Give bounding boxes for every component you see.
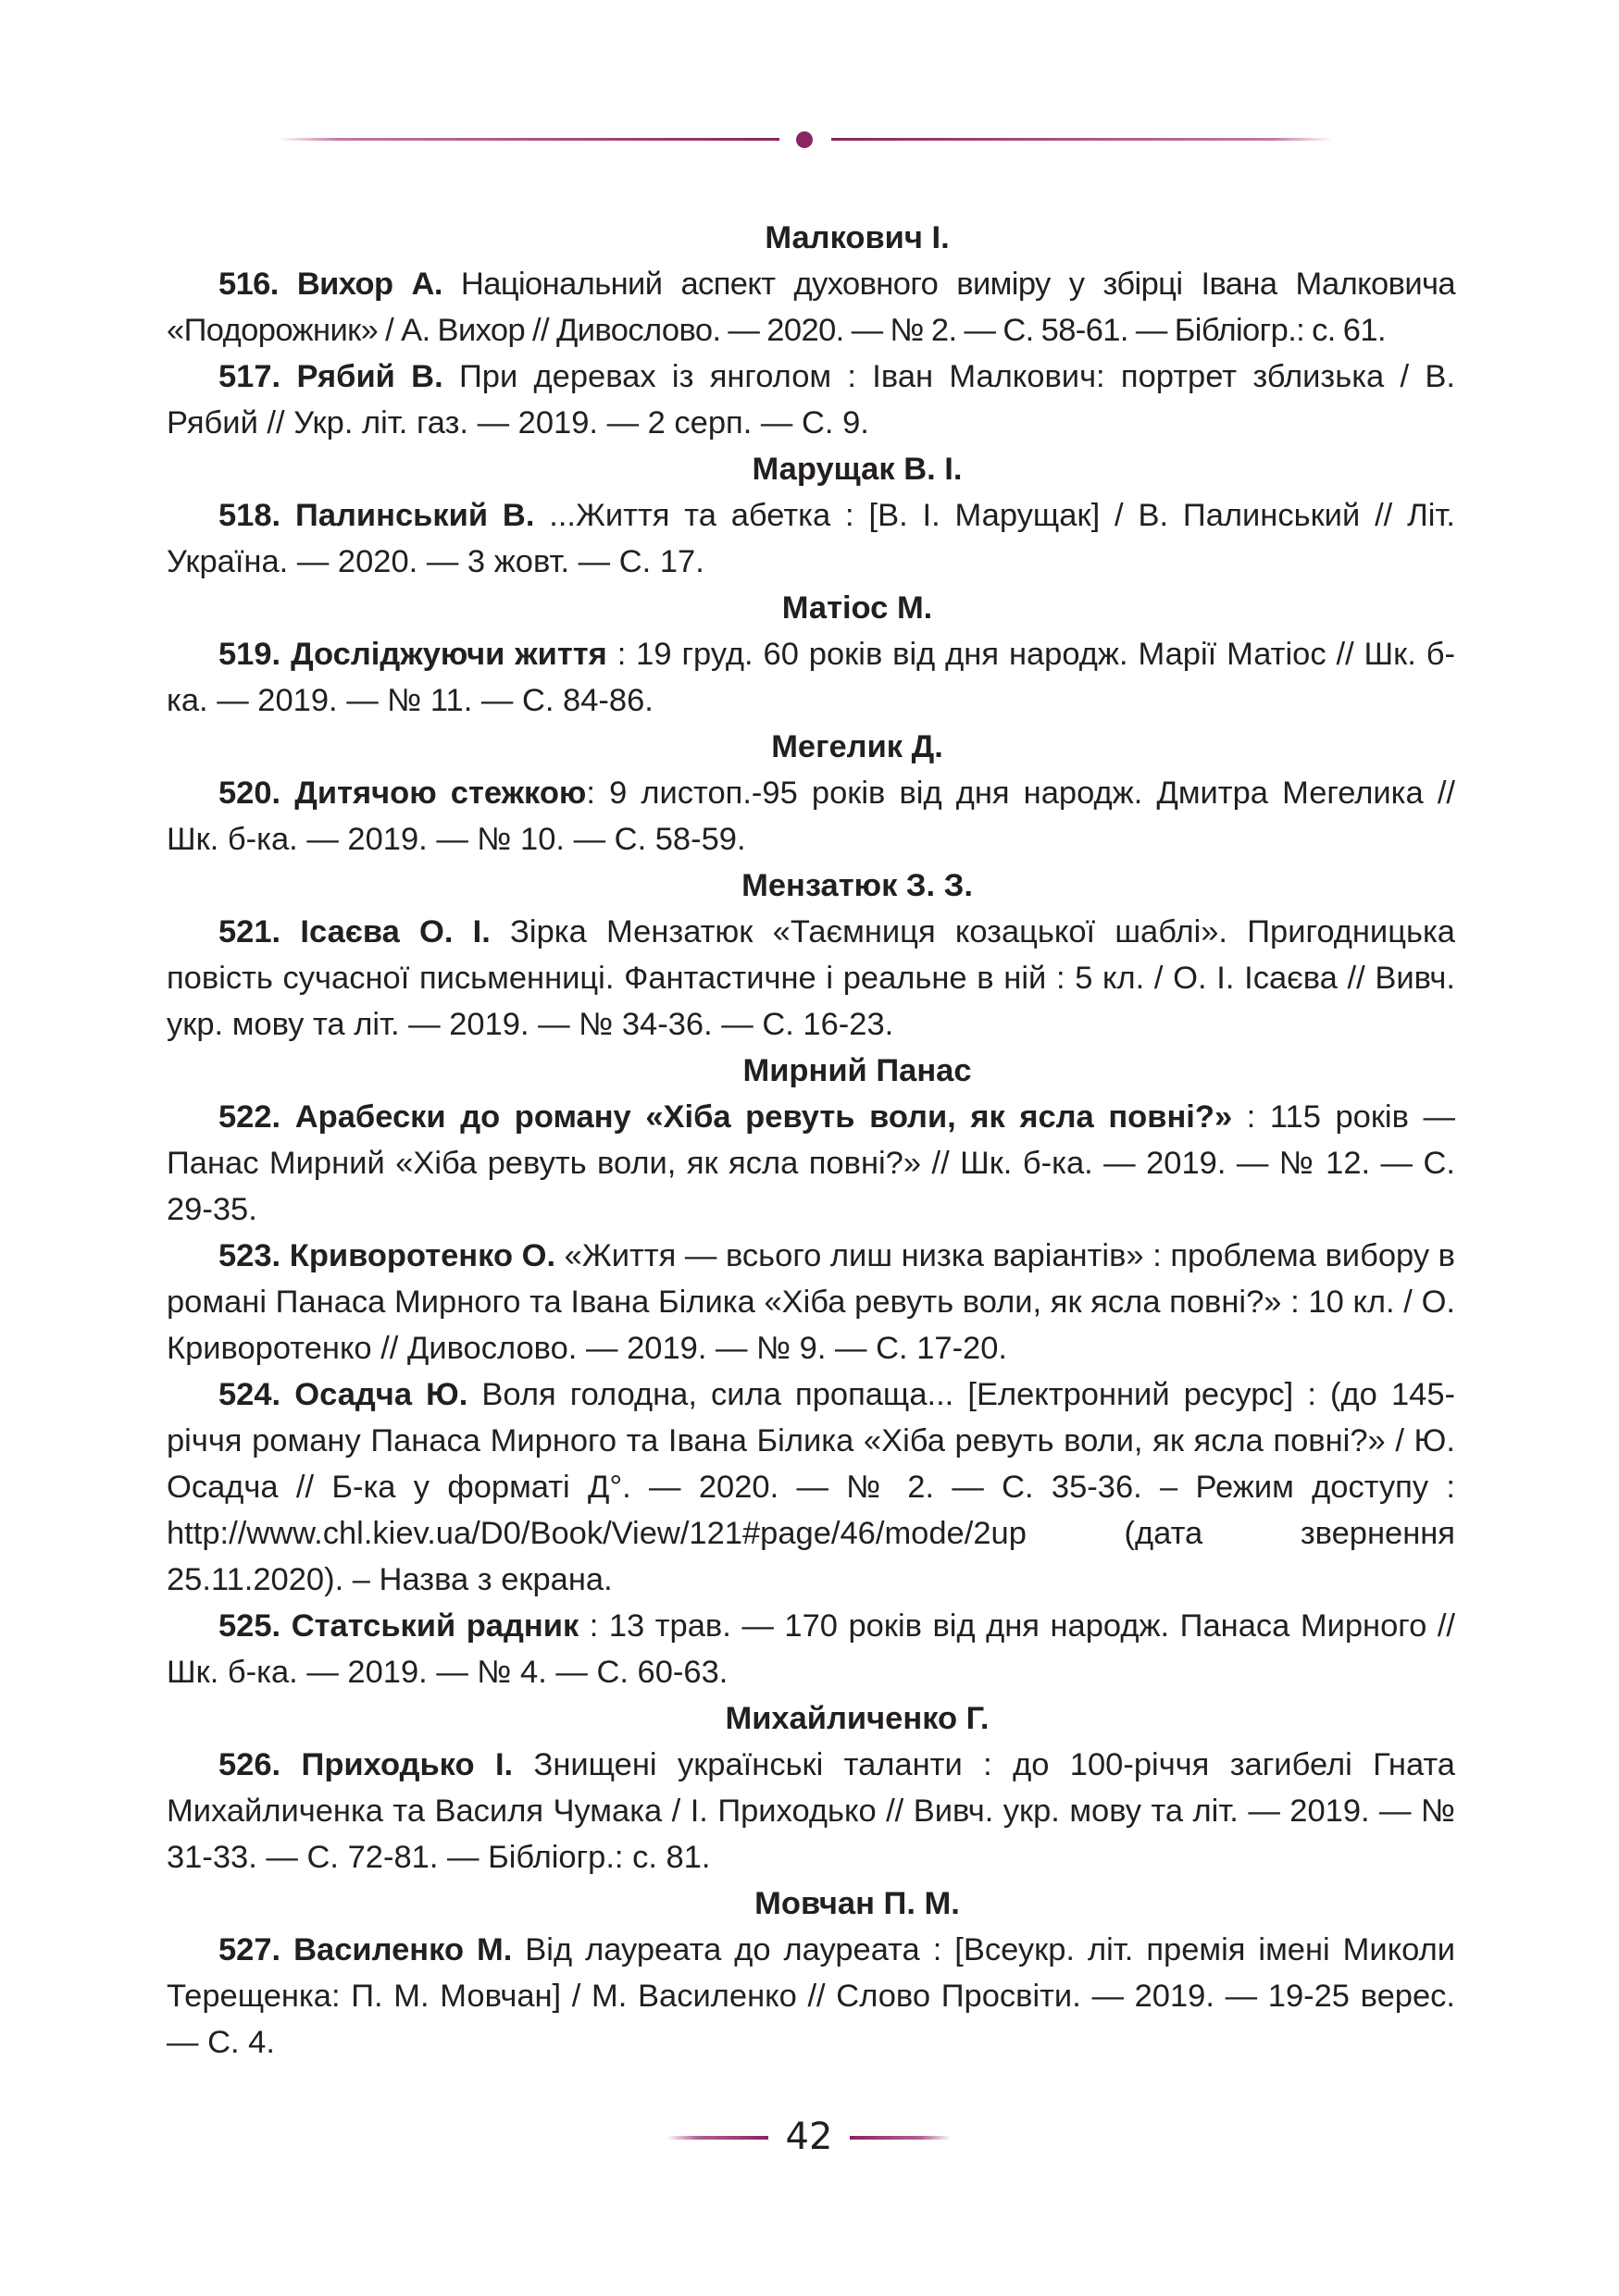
section-heading: Матіос М.: [781, 590, 933, 626]
entry-number: 525.: [218, 1608, 281, 1644]
bibliography-entry: [167, 354, 1455, 446]
entry-number: 522.: [218, 1099, 281, 1135]
entry-text: Воля голодна, сила пропаща... [Електронний ресурс] : (до 145-річчя роману Панаса Мирного та Івана Білика «Хіба ревуть воли, як ясла повні?» / Ю. Осадча // Б-ка у форматі Д°. — 2020. — № 2. — С. 35-36. – Режим доступу : http://www.chl.kiev.ua/D0/Book/View/121#page/46/mode/2up (дата звернення 25.11.2020). – Назва з екрана.: [167, 1377, 1455, 1597]
entry-text: : 115 років — Панас Мирний «Хіба ревуть воли, як ясла повні?» // Шк. б-ка. — 2019. — № 12. — С. 29-35.: [167, 1099, 1456, 1227]
entry-author: Рябий В.: [296, 359, 443, 394]
entry-author: Статський радник: [291, 1608, 579, 1644]
section-heading: Михайличенко Г.: [725, 1701, 990, 1736]
entry-author: Василенко М.: [293, 1932, 513, 1967]
bibliography-entry: [167, 1094, 1455, 1233]
bibliography-entry: [167, 1371, 1455, 1603]
entry-text: : 19 груд. 60 років від дня народж. Марії Матіос // Шк. б-ка. — 2019. — № 11. — С. 84-86.: [167, 637, 1455, 718]
entry-author: Криворотенко О.: [289, 1238, 556, 1273]
bibliography-entry: [167, 492, 1455, 585]
entry-number: 520.: [218, 776, 281, 811]
entry-text: Національний аспект духовного виміру у збірці Івана Малковича «Подорожник» / А. Вихор // Дивослово. — 2020. — № 2. — С. 58-61. — Бібліогр.: с. 61.: [167, 267, 1455, 348]
entry-text: Знищені українські таланти : до 100-річчя загибелі Гната Михайличенка та Василя Чумака / І. Приходько // Вивч. укр. мову та літ. — 2019. — № 31-33. — С. 72-81. — Бібліогр.: с. 81.: [167, 1747, 1455, 1875]
entry-text: ...Життя та абетка : [В. І. Марущак] / В. Палинський // Літ. Україна. — 2020. — 3 жовт. — С. 17.: [167, 498, 1455, 579]
entry-number: 518.: [218, 498, 281, 533]
bibliography-entry: [167, 261, 1455, 354]
bibliography-content: [167, 215, 1455, 2066]
entry-text: При деревах із янголом : Іван Малкович: портрет зблизька / В. Рябий // Укр. літ. газ. — 2019. — 2 серп. — С. 9.: [167, 359, 1456, 441]
page-number: 42: [785, 2116, 833, 2158]
entry-number: 519.: [218, 637, 281, 672]
entry-author: Ісаєва О. І.: [300, 914, 491, 949]
page-footer: [0, 2111, 1619, 2163]
top-rule-left-line: [278, 138, 779, 141]
section-heading: Мирний Панас: [742, 1053, 972, 1088]
entry-number: 524.: [218, 1377, 281, 1412]
entry-author: Арабески до роману «Хіба ревуть воли, як ясла повні?»: [294, 1099, 1233, 1135]
entry-author: Досліджуючи життя: [291, 637, 607, 672]
entry-text: «Життя — всього лиш низка варіантів» : проблема вибору в романі Панаса Мирного та Івана Білика «Хіба ревуть воли, як ясла повні?» : 10 кл. / О. Криворотенко // Дивослово. — 2019. — № 9. — С. 17-20.: [167, 1238, 1455, 1366]
entry-author: Осадча Ю.: [294, 1377, 468, 1412]
section-heading: Мовчан П. М.: [754, 1886, 960, 1921]
entry-author: Палинський В.: [295, 498, 535, 533]
entry-author: Вихор А.: [296, 267, 442, 302]
bibliography-entry: [167, 1742, 1455, 1880]
bibliography-entry: [167, 770, 1455, 863]
entry-author: Приходько І.: [301, 1747, 514, 1782]
entry-author: Дитячою стежкою: [294, 776, 587, 811]
entry-number: 523.: [218, 1238, 281, 1273]
entry-number: 516.: [218, 267, 279, 302]
top-decorative-rule: [278, 131, 1333, 146]
footer-left-line: [666, 2136, 768, 2140]
entry-text: : 9 листоп.-95 років від дня народж. Дмитра Мегелика // Шк. б-ка. — 2019. — № 10. — С. 58-59.: [167, 776, 1455, 857]
section-heading: Малкович І.: [765, 220, 950, 255]
entry-text: : 13 трав. — 170 років від дня народж. Панаса Мирного // Шк. б-ка. — 2019. — № 4. — С. 60-63.: [167, 1608, 1455, 1690]
entry-number: 521.: [218, 914, 281, 949]
entry-number: 527.: [218, 1932, 281, 1967]
bibliography-entry: [167, 1927, 1455, 2066]
top-rule-right-line: [831, 138, 1333, 141]
bibliography-entry: [167, 631, 1455, 724]
entry-text: Зірка Мензатюк «Таємниця козацької шаблі». Пригодницька повість сучасної письменниці. Фантастичне і реальне в ній : 5 кл. / О. І. Ісаєва // Вивч. укр. мову та літ. — 2019. — № 34-36. — С. 16-23.: [167, 914, 1455, 1042]
section-heading: Мензатюк З. З.: [741, 868, 973, 903]
section-heading: Марущак В. І.: [752, 452, 963, 487]
top-rule-dot: [796, 131, 813, 148]
entry-number: 517.: [218, 359, 281, 394]
bibliography-entry: [167, 1603, 1455, 1695]
entry-text: Від лауреата до лауреата : [Всеукр. літ. премія імені Миколи Терещенка: П. М. Мовчан] / М. Василенко // Слово Просвіти. — 2019. — 19-25 верес. — С. 4.: [167, 1932, 1456, 2060]
section-heading: Мегелик Д.: [771, 729, 943, 764]
bibliography-entry: [167, 1233, 1455, 1371]
footer-right-line: [850, 2136, 952, 2140]
bibliography-entry: [167, 909, 1455, 1048]
entry-number: 526.: [218, 1747, 281, 1782]
